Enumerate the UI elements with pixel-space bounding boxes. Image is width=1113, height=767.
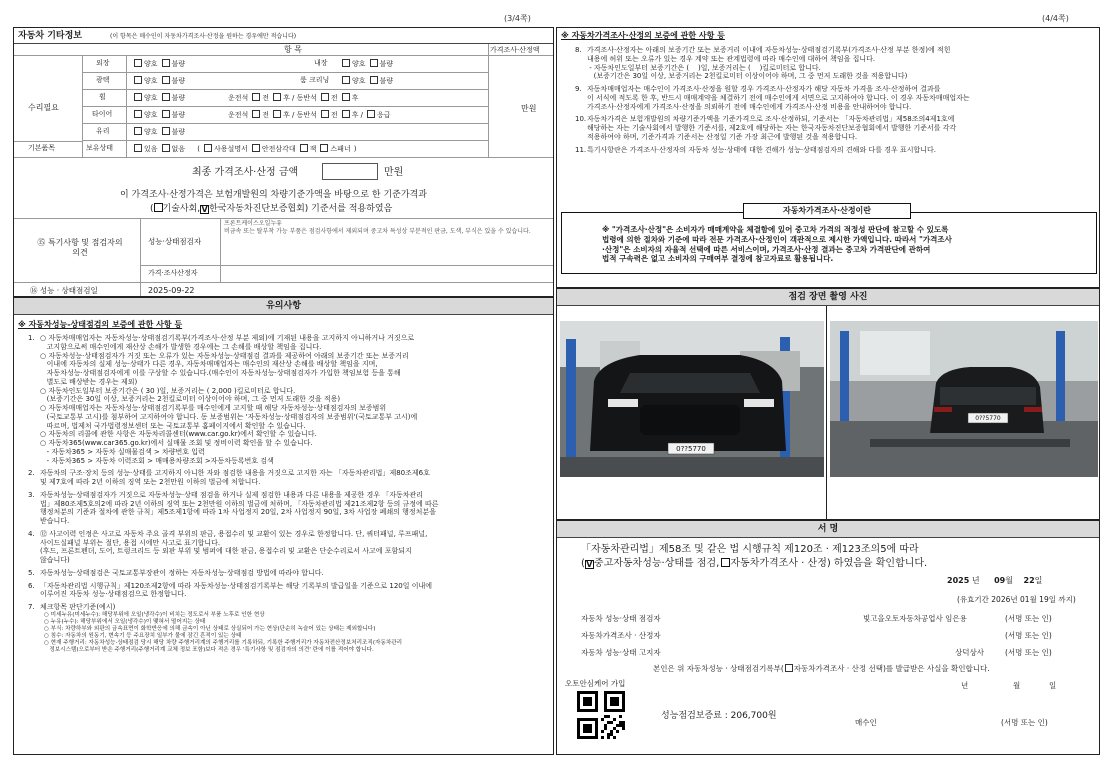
price-checker-label: 가격·조사산정자	[148, 269, 198, 277]
basic-items-label: 기본품목	[28, 144, 56, 152]
buyer-label: 매수인	[855, 718, 877, 727]
numbered-item	[28, 582, 545, 600]
option-label: 전	[262, 111, 270, 119]
item-line: 따르며, 법제처 국가법령정보센터 또는 국토교통부 홈페이지에서 확인할 수 있습니다.	[40, 421, 306, 430]
item-line: ○ 자동차인도일부터 보증기간은 ( 30 )일, 보증거리는 ( 2,000 )킬로미터로 합니다.	[40, 386, 296, 395]
option-label: 스패너	[330, 145, 351, 153]
item-line: 않습니다)	[40, 556, 70, 564]
item-line: 특기사항란은 가격조사·산정자의 자동차 성능·상태에 대한 견해가 성능·상태점검자의 견해와 다를 경우 표시합니다.	[587, 145, 936, 154]
item-line: (국토교통부 고시)를 첨부하여 고지하여야 합니다. 동 보증범위는 '자동차성능·상태점검자의 보증범위'(국토교통부 고시)에	[40, 412, 418, 421]
item-line: (보증기간은 30일 이상, 보증거리는 2천킬로미터 이상이어야 하며, 그 중 먼저 도래한 것을 적용)	[40, 395, 341, 404]
numbered-item	[28, 469, 545, 487]
checkbox[interactable]	[252, 144, 260, 152]
price-definition-box	[561, 212, 1097, 274]
numbered-item	[28, 603, 545, 654]
other-info-title: 자동차 기타정보	[18, 31, 82, 41]
option-label: 양호	[144, 60, 158, 68]
checkbox[interactable]	[162, 93, 170, 101]
row-label: 유리	[96, 127, 110, 135]
receipt-day-label: 일	[1049, 681, 1057, 690]
checkbox[interactable]	[162, 76, 170, 84]
signer-role: 자동차가격조사 · 산정자	[581, 631, 661, 640]
numbered-item	[28, 569, 545, 578]
checkbox[interactable]	[252, 110, 260, 118]
option-label: 없음	[171, 145, 186, 153]
license-plate-1: 0??5770	[676, 445, 706, 453]
row-basic-items	[14, 141, 554, 158]
option-label: 양호	[144, 128, 158, 136]
row-label: 보유상태	[86, 144, 114, 152]
receipt-text-pre: 본인은 위 자동차성능 · 상태점검기록부(	[653, 664, 784, 673]
option-label: 응급	[377, 111, 391, 119]
day-label: 일	[1034, 576, 1043, 585]
row-exterior	[82, 56, 488, 73]
paren-close: )	[353, 145, 357, 153]
definition-line: ·산정"은 소비자의 자율적 선택에 따른 서비스이며, 가격조사·산정 결과는 중고차 가격판단에 관하여	[602, 244, 931, 254]
item-line: 고지함으로써 매수인에게 재산상 손해가 발생한 경우에는 그 손해를 배상할 책임을 집니다.	[40, 342, 322, 351]
option-label: 잭	[309, 145, 317, 153]
item-line: 해당하는 자는 기술사회에서 발행한 기준서를, 제2호에 해당하는 자는 한국자동차진단보증협회에서 발행한 기준서를 각각	[587, 124, 957, 132]
sign-year: 2025	[947, 576, 970, 585]
item-line: ○ 자동차매매업자는 자동차성능·상태점검기록부를 매수인에게 고지할 때 해당 자동차성능·상태점검자의 보증범위	[40, 404, 387, 412]
signature-field[interactable]: (서명 또는 인)	[1005, 631, 1052, 640]
checkbox[interactable]	[134, 144, 142, 152]
numbered-item	[28, 530, 545, 565]
option-label: 불량	[171, 111, 186, 119]
inspection-date: 2025-09-22	[148, 286, 195, 295]
checkbox[interactable]	[342, 93, 350, 101]
checkbox[interactable]	[273, 110, 281, 118]
perf-checker-label: 성능·상태점검자	[148, 237, 202, 246]
signature-panel	[556, 520, 1100, 755]
checkbox[interactable]	[320, 144, 328, 152]
numbered-item	[575, 115, 1091, 141]
option-label: 전	[330, 94, 338, 102]
driver-label: 운전석	[228, 111, 249, 119]
item-line: 「자동차관리법 시행규칙」제120조제2항에 따라 자동차성능·상태점검기록부는 해당 기록부의 발급일을 기준으로 120일 이내에	[40, 581, 433, 590]
option-label: 있음	[144, 145, 158, 153]
option-label: 불량	[171, 77, 186, 85]
signature-field[interactable]: (서명 또는 인)	[1005, 648, 1052, 657]
row-glass	[82, 124, 488, 141]
qr-code[interactable]	[577, 691, 625, 739]
item-line: 체크항목 판단기준(예시)	[40, 603, 116, 611]
photo-header: 점검 장면 촬영 사진	[557, 289, 1099, 306]
row-label-2: 룸 크리닝	[300, 76, 330, 84]
option-label: 사용설명서	[214, 145, 248, 153]
items-header: 항 목	[284, 45, 302, 54]
item-line: 적용하여야 하며, 기준가격과 기준서는 산정일 기준 가장 최근에 발행된 것을 적용합니다.	[587, 132, 858, 141]
option-label: 양호	[352, 77, 366, 85]
option-label: 불량	[171, 60, 186, 68]
option-label: 전	[262, 94, 270, 102]
item-line: 법」제80조제5호의2에 따라 2년 이하의 징역 또는 2천만원 이하의 벌금에 처하며, 「자동차관리법 제21조제2항 등의 규정에 따른	[40, 499, 439, 508]
final-price-label: 최종 가격조사·산정 금액	[192, 167, 299, 178]
item-line: 자동차의 구조·장치 등의 성능·상태를 고지하지 아니한 자와 점검한 내용을 거짓으로 고지한 자는 「자동차관리법」제80조제6호	[40, 469, 430, 478]
row-label: 외장	[96, 59, 110, 67]
item-line: 사이드실패널 부위는 절단, 용접 시에만 사고로 표기합니다.	[40, 538, 221, 547]
vehicle-other-info-panel	[13, 27, 554, 297]
option-label: 불량	[171, 128, 186, 136]
guarantee-fee: 성능점검보증료 : 206,700원	[661, 711, 777, 721]
validity-period: (유효기간 2026년 01월 19일 까지)	[957, 595, 1076, 604]
item-number: 2.	[28, 469, 35, 478]
option-label: 후	[351, 94, 359, 102]
final-price-unit: 만원	[384, 167, 404, 178]
basis-paren-open: (	[150, 204, 154, 214]
price-header: 가격조사·산정액	[490, 46, 540, 54]
checkbox[interactable]	[321, 110, 329, 118]
option-label: 양호	[144, 94, 158, 102]
opinion-label: ⑮ 특기사항 및 점검자의 의견	[37, 238, 123, 257]
other-info-note: (이 항목은 매수인이 자동차가격조사·산정을 원하는 경우에만 적습니다)	[110, 33, 297, 40]
option-label: 후 /	[351, 111, 364, 119]
item-line: 자동차매매업자는 매수인이 가격조사·산정을 원할 경우 가격조사·산정자가 해당 자동차 가격을 조사·산정하여 결과를	[587, 85, 941, 93]
row-label: 광택	[96, 76, 110, 84]
item-line: ⑫ 사고이력 인정은 사고로 자동차 주요 골격 부위의 판금, 용접수리 및 교환이 있는 경우로 한정합니다. 단, 쿼터패널, 루프패널,	[40, 529, 428, 538]
receipt-month-label: 월	[1013, 681, 1021, 690]
option-label: 불량	[379, 60, 394, 68]
checkbox[interactable]	[342, 110, 350, 118]
option-label: 전	[330, 111, 338, 119]
signer-role: 자동차 성능·상태 고지자	[581, 648, 661, 657]
option-label: 안전삼각대	[261, 145, 296, 153]
insurance-label: 오토안심케어 가입	[565, 679, 626, 688]
numbered-item	[575, 46, 1091, 81]
row-label: 휠	[99, 93, 106, 101]
inspection-photo-front	[560, 321, 824, 477]
signature-field[interactable]: (서명 또는 인)	[1005, 614, 1052, 623]
option-label: 양호	[144, 111, 158, 119]
basis-option-1: 기술사회,	[162, 204, 201, 214]
option-label: 불량	[379, 77, 394, 85]
price-guarantee-list	[575, 46, 1091, 158]
item-line: (보증기간은 30일 이상, 보증거리는 2천킬로미터 이상이어야 하며, 그 중 먼저 도래한 것을 적용합니다)	[587, 72, 908, 81]
item-number: 1.	[28, 334, 35, 342]
numbered-item	[28, 334, 545, 465]
item-line: ○ 자동차365(www.car365.go.kr)에서 실매물 조회 및 정비이력 확인을 할 수 있습니다.	[40, 439, 313, 447]
page-number-left: (3/4쪽)	[504, 14, 531, 23]
item-line: 자동차성능·상태점검은 국토교통부장관이 정하는 자동차성능·상태점검 방법에 따라야 합니다.	[40, 568, 324, 577]
perf-opinion	[224, 220, 552, 235]
checkbox[interactable]	[162, 110, 170, 118]
signer-name: 빛고을오토자동차공업사 임은용	[863, 614, 967, 623]
option-label: 양호	[352, 60, 366, 68]
checkbox[interactable]	[162, 127, 170, 135]
item-number: 5.	[28, 568, 35, 577]
item-line: 행정처분의 기준과 절차에 관한 규칙」제5조제1항에 따라 1차 사업정지 20일, 2차 사업정지 90일, 3차 사업장 폐쇄의 행정처분을	[40, 508, 436, 517]
item-line: 자동차성능·상태점검자가 거짓으로 자동차성능·상태 점검을 하거나 실제 점검한 내용과 다른 내용을 제공한 경우 「자동차관리	[40, 490, 424, 499]
item-line: 이루어진 자동차 성능·상태점검으로 한정합니다.	[40, 590, 187, 599]
receipt-year-label: 년	[961, 681, 969, 690]
checkbox[interactable]	[162, 144, 170, 152]
criteria-line: 정보시스템)으로부터 받은 주행거리(주행거리계 교체 정보 포함)보다 적은 경우 '특기사항 및 점검자의 의견' 란에 이를 적어야 합니다.	[44, 646, 374, 653]
checkbox[interactable]	[134, 76, 142, 84]
signature-header: 서 명	[557, 521, 1099, 538]
item-number: 8.	[575, 46, 582, 54]
license-plate-2: 0??5770	[975, 415, 1001, 422]
notice-list	[28, 334, 545, 658]
perf-opinion-line2: 비금속 또는 탈부착 가능 부품은 점검사항에서 제외되며 중고차 특성상 부분적인 판금, 도색, 부식은 있을 수 있습니다.	[224, 227, 531, 235]
item-line: 이 서식에 적도록 한 후, 반드시 매매계약을 체결하기 전에 매수인에게 서면으로 고지하여야 합니다. 이 경우 자동차매매업자는	[587, 93, 970, 102]
criteria-line: ○ 누유(누수): 해당부위에서 오일(냉각수)이 맺혀서 떨어지는 상태	[44, 618, 206, 625]
option-label: 불량	[171, 94, 186, 102]
perf-opinion-line1: 프론트케이스오일누유	[224, 220, 282, 227]
final-price-input[interactable]	[322, 163, 378, 180]
numbered-item	[575, 146, 1091, 155]
basis-option-2: 한국자동차진단보증협회	[209, 204, 305, 214]
photo-panel	[556, 288, 1100, 520]
inspection-date-label: ⑯ 성능 · 상태점검일	[30, 286, 98, 295]
price-guarantee-panel	[556, 27, 1100, 288]
checkbox[interactable]	[342, 76, 350, 84]
item-number: 11.	[575, 145, 587, 154]
item-line: 자동차가격은 보험개발원의 차량기준가액을 기준가격으로 조사·산정하되, 기준서는 「자동차관리법」제58조의4제1호에	[587, 115, 955, 124]
checkbox[interactable]	[273, 93, 281, 101]
month-label: 월	[1005, 576, 1013, 585]
item-line: 및 제7호에 따라 2년 이하의 징역 또는 2천만원 이하의 벌금에 처합니다.	[40, 478, 261, 486]
item-number: 4.	[28, 529, 35, 538]
criteria-line: ○ 침수: 자동차의 원동기, 변속기 등 주요장치 일부가 물에 잠긴 흔적이 있는 상태	[44, 632, 242, 639]
buyer-signature-field[interactable]: (서명 또는 인)	[1001, 718, 1048, 727]
sign-paren-open: (	[581, 558, 585, 569]
other-info-title-bar	[14, 28, 553, 44]
sign-option-2: 자동차가격조사 · 산정) 하였음을 확인합니다.	[730, 558, 928, 569]
notice-title: ※ 자동차성능-상태점검의 보증에 관한 사항 등	[18, 320, 183, 329]
checkbox[interactable]	[342, 59, 350, 67]
price-definition-title: 자동차가격조사·산정이란	[743, 203, 911, 219]
receipt-text-post: 자동차가격조사 · 산정 선택)를 발급받은 사실을 확인합니다.	[793, 664, 990, 673]
checkbox[interactable]	[134, 93, 142, 101]
item-line: 가격조사·산정자는 아래의 보증기간 또는 보증거리 이내에 자동차성능·상태점검기록부(가격조사·산정 부분 한정)에 적힌	[587, 46, 951, 54]
item-line: (후드, 프론트펜더, 도어, 트렁크리드 등 외판 부위 및 범퍼에 대한 판금, 용접수리 및 교환은 단순수리로서 사고에 포함되지	[40, 547, 412, 556]
item-line: - 자동차365 > 자동차 이력조회 > 매매용차량조회 >자동차등록번호 검색	[40, 456, 274, 465]
item-line: ○ 자동차매매업자는 자동차성능·상태점검기록부(가격조사·산정 부분 제외)에 기재된 내용을 고지하지 아니하거나 거짓으로	[40, 334, 415, 342]
checkbox[interactable]	[252, 93, 260, 101]
item-line: ○ 자동차성능·상태점검자가 거짓 또는 오류가 있는 자동차성능·상태점검 결과를 제공하여 아래의 보증기간 또는 보증거리	[40, 351, 409, 360]
checkbox[interactable]	[785, 664, 793, 672]
row-label-2: 내장	[314, 59, 328, 67]
criteria-line: ○ 부식: 차량하부와 외판의 금속표면이 화학반응에 의해 금속이 아닌 상태로 상실되어 가는 현상(단순히 녹슬어 있는 상태는 제외합니다)	[44, 625, 376, 632]
year-label: 년	[971, 576, 980, 585]
inspection-photo-rear	[830, 321, 1098, 477]
checkbox[interactable]	[204, 144, 212, 152]
definition-line: ※ "가격조사·산정"은 소비자가 매매계약을 체결함에 있어 중고차 가격의 적정성 판단에 참고할 수 있도록	[602, 225, 949, 234]
items-header-row	[14, 44, 553, 56]
definition-line: 법적 구속력은 없고 소비자의 구매여부 결정에 참고자료로 활용됩니다.	[602, 254, 834, 264]
row-label: 타이어	[92, 110, 113, 118]
item-line: 자동차성능·상태점검자에게 이를 구상할 수 있습니다.(매수인이 자동차성능·상태점검자가 가입한 책임보험 등을 통해	[40, 369, 401, 377]
item-line: - 자동차인도일부터 보증기간은 ( )일, 보증거리는 ( )킬로미터로 합니다.	[587, 63, 821, 72]
checkbox[interactable]	[370, 59, 378, 67]
checkbox[interactable]	[321, 93, 329, 101]
item-number: 10.	[575, 115, 587, 124]
price-unit: 만원	[521, 104, 537, 113]
checkbox[interactable]	[162, 59, 170, 67]
checkbox[interactable]	[134, 127, 142, 135]
paren-open: (	[197, 145, 201, 153]
row-polish	[82, 73, 488, 90]
row-wheel	[82, 90, 488, 107]
item-number: 7.	[28, 603, 35, 611]
checkbox[interactable]	[367, 110, 375, 118]
criteria-line: ○ 미세누유(미세누수): 해당부위에 오일(냉각수)이 비치는 정도로서 부품 노후로 인한 현상	[44, 611, 265, 618]
sign-option-1: 중고자동차성능·상태를 점검,	[593, 558, 720, 569]
row-tire	[82, 107, 488, 124]
option-label: 후 / 동반석	[283, 111, 317, 119]
checkbox-checked[interactable]: V	[201, 205, 208, 214]
sign-day: 22	[1023, 576, 1035, 585]
basis-line1: 이 가격조사·산정가격은 보험개발원의 차량기준가액을 바탕으로 한 기준가격과	[120, 190, 427, 200]
item-line: 가격조사·산정자에게 가격조사·산정을 의뢰하기 전에 매수인에게 가격조사·산정 비용을 안내하여야 합니다.	[587, 102, 912, 111]
item-line: - 자동차365 > 자동차 실매물검색 > 차량번호 입력	[40, 447, 205, 456]
item-line: 이내에 자동차의 실제 성능·상태가 다른 경우, 자동차매매업자는 매수인의 재산상 손해를 배상할 책임을 지며,	[40, 360, 378, 369]
checkbox[interactable]	[370, 76, 378, 84]
basis-close: ) 기준서를 적용하였음	[304, 204, 393, 214]
repair-needed-label: 수리필요	[28, 103, 59, 112]
option-label: 후 / 동반석	[283, 94, 317, 102]
item-line: 받습니다.	[40, 517, 70, 525]
notice-header: 유의사항	[14, 298, 553, 315]
price-guarantee-title: ※ 자동차가격조사·산정의 보증에 관한 사항 등	[561, 31, 725, 40]
checkbox-checked[interactable]: V	[586, 560, 593, 569]
checkbox[interactable]	[154, 203, 163, 212]
checkbox[interactable]	[134, 59, 142, 67]
definition-line: 법령에 의한 절차와 기준에 따라 전문 가격조사·산정인이 객관적으로 제시한 가액입니다. 따라서 "가격조사	[602, 234, 952, 244]
item-line: 내용에 허위 또는 오류가 있는 경우 계약 또는 관계법령에 따라 매수인에 대하여 책임을 집니다.	[587, 54, 876, 63]
item-number: 3.	[28, 490, 35, 499]
checkbox[interactable]	[134, 110, 142, 118]
item-number: 9.	[575, 85, 582, 93]
signature-statement-1: 「자동차관리법」제58조 및 같은 법 시행규칙 제120조 · 제123조의5에 따라	[581, 544, 919, 555]
signer-name: 상덕상사	[955, 648, 984, 657]
checkbox[interactable]	[300, 144, 308, 152]
item-line: 별도로 배상받는 경우는 제외)	[40, 377, 138, 386]
sign-month: 09	[994, 576, 1006, 585]
item-line: ○ 자동차의 리콜에 관한 사항은 자동차리콜센터(www.car.go.kr)에서 확인할 수 있습니다.	[40, 430, 317, 439]
numbered-item	[28, 491, 545, 526]
signer-role: 자동차 성능·상태 점검자	[581, 614, 661, 623]
option-label: 양호	[144, 77, 158, 85]
criteria-line: ○ 현재 주행거리: 자동차성능·상태점검 당시 해당 차량 주행거리계의 주행거리를 기록하되, 기록한 주행거리가 자동차전산정보처리조직(자동차관리	[44, 639, 403, 646]
numbered-item	[575, 85, 1091, 111]
driver-label: 운전석	[228, 94, 249, 102]
page-number-right: (4/4쪽)	[1042, 14, 1069, 23]
notice-panel	[13, 297, 554, 755]
item-number: 6.	[28, 581, 35, 590]
